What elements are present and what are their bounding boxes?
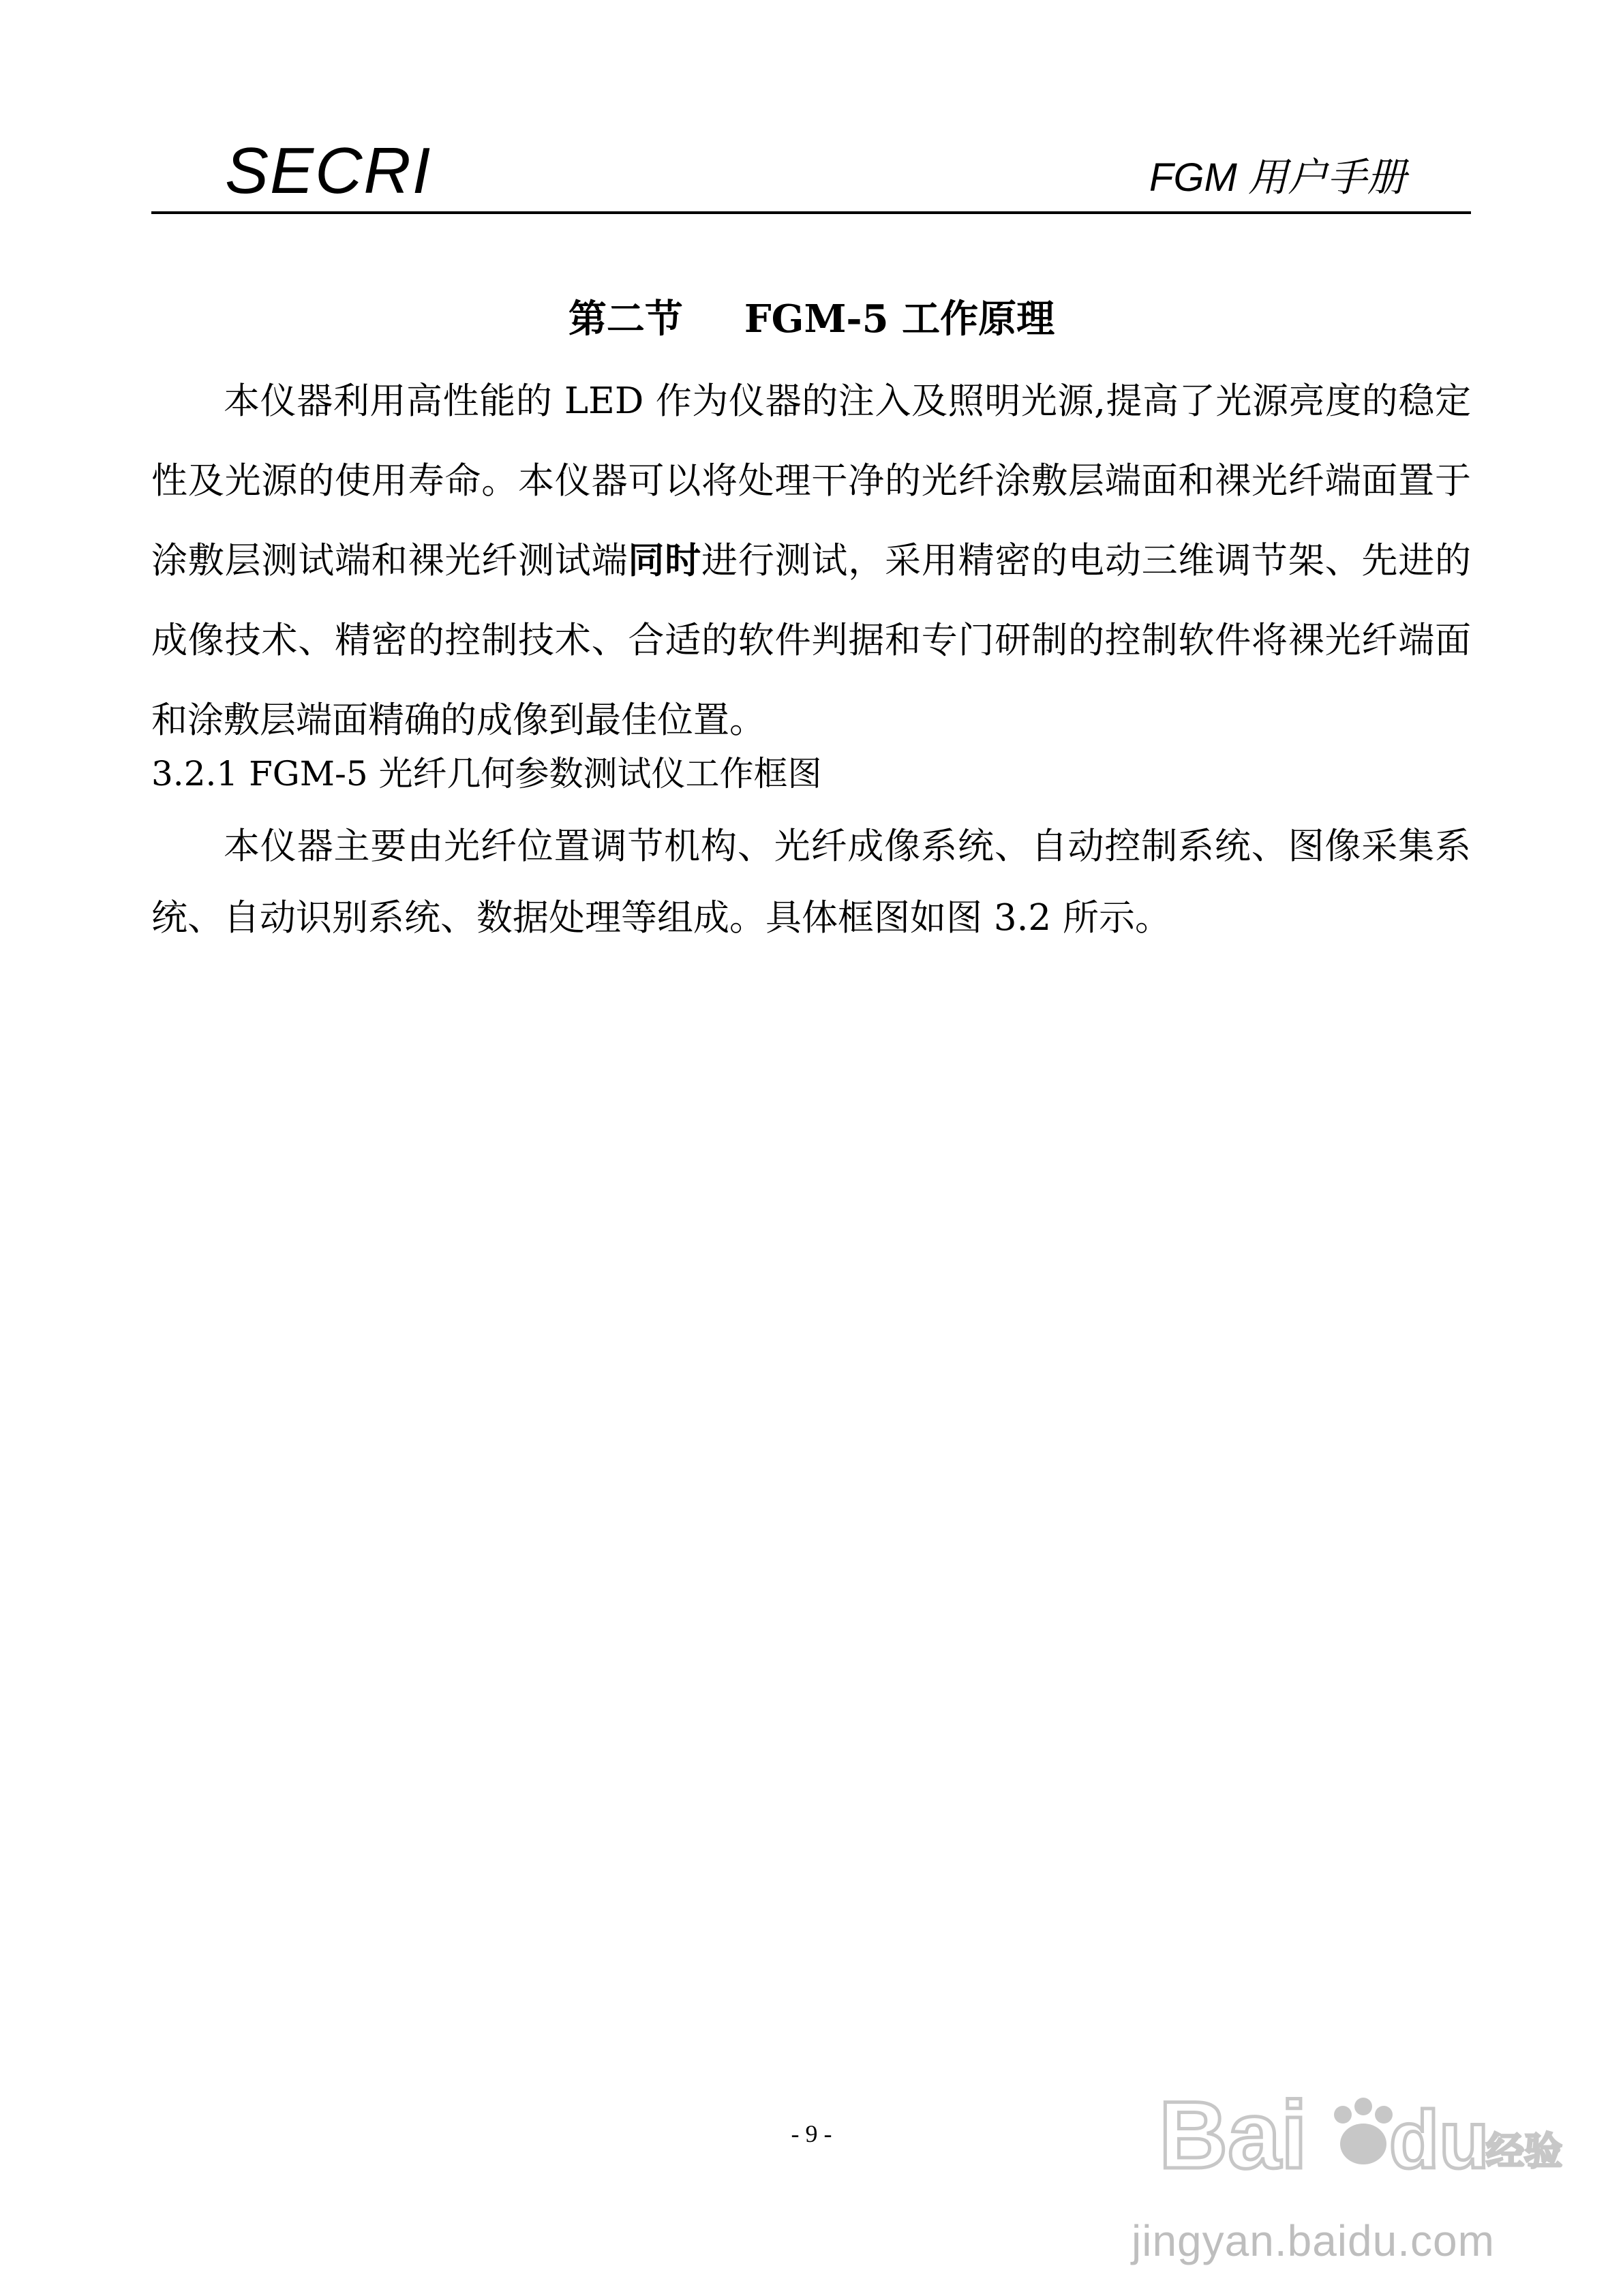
- section-title-text: FGM-5 工作原理: [744, 297, 1055, 342]
- header-brand: SECRI: [225, 134, 432, 207]
- watermark-url: jingyan.baidu.com: [1132, 2216, 1495, 2265]
- section-title: [0, 292, 1623, 346]
- logo-text-du: du: [1389, 2094, 1489, 2186]
- header-manual-title: FGM 用户手册: [1149, 155, 1406, 200]
- baidu-jingyan-watermark: [1118, 2052, 1588, 2277]
- logo-text-bai: Bai: [1159, 2081, 1307, 2188]
- page-number: - 9 -: [791, 2120, 832, 2147]
- logo-suffix: 经验: [1486, 2130, 1562, 2174]
- baidu-logo-icon: [1159, 2079, 1568, 2195]
- paragraph-principle: [151, 361, 1471, 760]
- paragraph-principle-emphasis: 同时: [628, 539, 702, 581]
- header-divider: [151, 211, 1471, 214]
- paw-icon: [1334, 2098, 1393, 2164]
- section-number: 第二节: [568, 297, 683, 342]
- subsection-heading: 3.2.1 FGM-5 光纤几何参数测试仪工作框图: [151, 754, 822, 794]
- paragraph-block-diagram: 本仪器主要由光纤位置调节机构、光纤成像系统、自动控制系统、图像采集系统、自动识别系统、数据处理等组成。具体框图如图 3.2 所示。: [151, 826, 1471, 939]
- paragraph-principle-part2: 进行测试，采用精密的电动三维调节架、先进的成像技术、精密的控制技术、合适的软件判据和专门研制的控制软件将裸光纤端面和涂敷层端面精确的成像到最佳位置。: [151, 540, 1472, 741]
- paragraph-principle-part1: 本仪器利用高性能的 LED 作为仪器的注入及照明光源,提高了光源亮度的稳定性及光源的使用寿命。本仪器可以将处理干净的光纤涂敷层端面和裸光纤端面置于涂敷层测试端和裸光纤测试端: [151, 380, 1471, 581]
